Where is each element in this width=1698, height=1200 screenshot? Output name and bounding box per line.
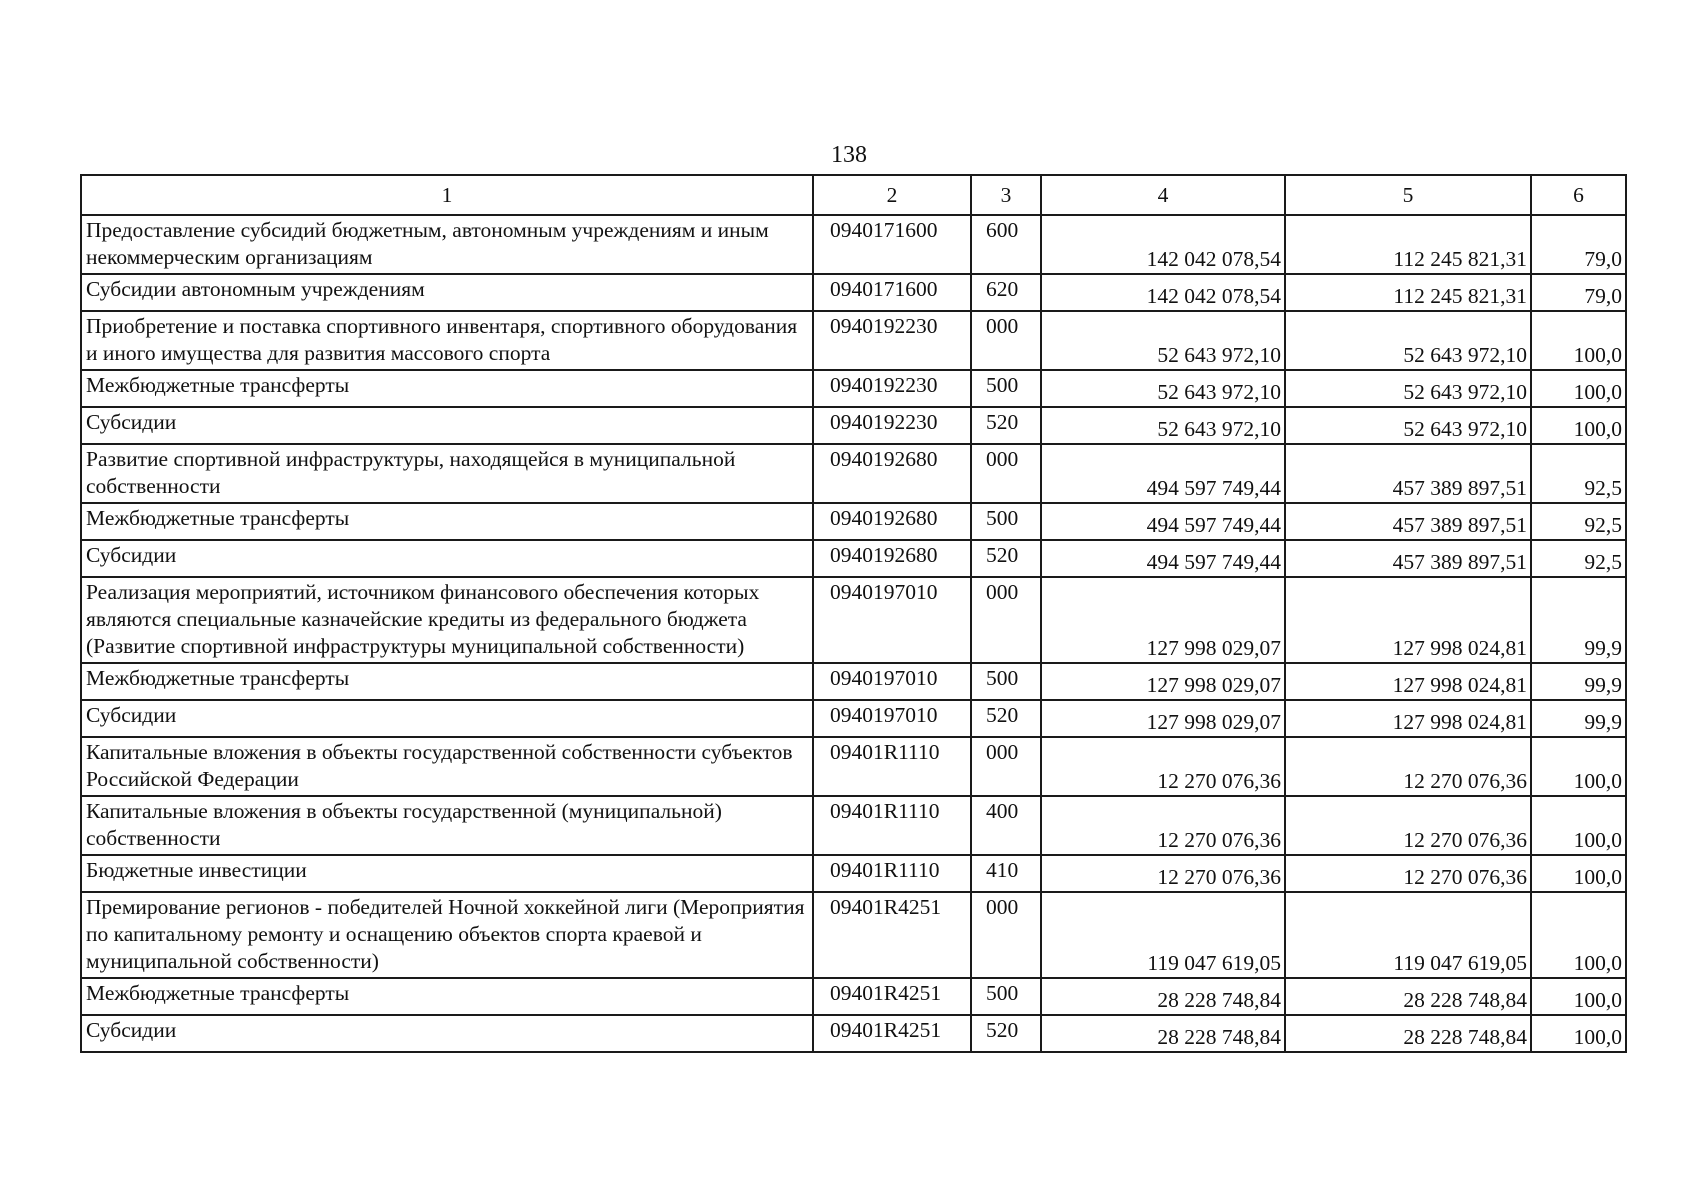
row-value-4-cell: 119 047 619,05 bbox=[1041, 892, 1285, 978]
row-code-cell: 09401R1110 bbox=[813, 796, 971, 855]
row-type-cell: 400 bbox=[971, 796, 1041, 855]
row-type-cell: 620 bbox=[971, 274, 1041, 311]
table-row bbox=[81, 274, 1626, 311]
column-header-6: 6 bbox=[1531, 175, 1626, 215]
row-value-5-cell: 457 389 897,51 bbox=[1285, 444, 1531, 503]
row-name-cell: Предоставление субсидий бюджетным, автономным учреждениям и иным некоммерческим организациям bbox=[81, 215, 813, 274]
row-type-cell: 500 bbox=[971, 370, 1041, 407]
row-name-cell: Бюджетные инвестиции bbox=[81, 855, 813, 892]
table-row bbox=[81, 444, 1626, 503]
table-row bbox=[81, 737, 1626, 796]
row-name-cell: Межбюджетные трансферты bbox=[81, 370, 813, 407]
row-percent-cell: 100,0 bbox=[1531, 1015, 1626, 1052]
row-percent-cell: 100,0 bbox=[1531, 407, 1626, 444]
row-percent-cell: 92,5 bbox=[1531, 444, 1626, 503]
row-code-cell: 0940192680 bbox=[813, 540, 971, 577]
row-value-4-cell: 52 643 972,10 bbox=[1041, 370, 1285, 407]
row-code-cell: 09401R1110 bbox=[813, 737, 971, 796]
row-code-cell: 0940192680 bbox=[813, 503, 971, 540]
table-row bbox=[81, 663, 1626, 700]
row-type-cell: 520 bbox=[971, 1015, 1041, 1052]
row-type-cell: 600 bbox=[971, 215, 1041, 274]
row-value-4-cell: 142 042 078,54 bbox=[1041, 215, 1285, 274]
row-value-5-cell: 119 047 619,05 bbox=[1285, 892, 1531, 978]
row-value-5-cell: 127 998 024,81 bbox=[1285, 663, 1531, 700]
row-percent-cell: 100,0 bbox=[1531, 737, 1626, 796]
row-name-cell: Субсидии bbox=[81, 407, 813, 444]
row-value-4-cell: 28 228 748,84 bbox=[1041, 978, 1285, 1015]
row-percent-cell: 99,9 bbox=[1531, 577, 1626, 663]
row-code-cell: 09401R1110 bbox=[813, 855, 971, 892]
column-header-2: 2 bbox=[813, 175, 971, 215]
table-body bbox=[81, 215, 1626, 1052]
row-value-5-cell: 127 998 024,81 bbox=[1285, 700, 1531, 737]
row-percent-cell: 92,5 bbox=[1531, 503, 1626, 540]
row-value-4-cell: 494 597 749,44 bbox=[1041, 540, 1285, 577]
row-value-5-cell: 12 270 076,36 bbox=[1285, 796, 1531, 855]
row-percent-cell: 100,0 bbox=[1531, 978, 1626, 1015]
row-value-5-cell: 127 998 024,81 bbox=[1285, 577, 1531, 663]
budget-table bbox=[80, 174, 1627, 1053]
row-percent-cell: 99,9 bbox=[1531, 700, 1626, 737]
row-code-cell: 0940192230 bbox=[813, 370, 971, 407]
row-code-cell: 09401R4251 bbox=[813, 892, 971, 978]
row-type-cell: 520 bbox=[971, 540, 1041, 577]
row-code-cell: 0940197010 bbox=[813, 700, 971, 737]
row-name-cell: Субсидии bbox=[81, 700, 813, 737]
row-value-5-cell: 28 228 748,84 bbox=[1285, 1015, 1531, 1052]
table-row bbox=[81, 503, 1626, 540]
row-type-cell: 520 bbox=[971, 700, 1041, 737]
table-row bbox=[81, 407, 1626, 444]
row-type-cell: 500 bbox=[971, 503, 1041, 540]
row-code-cell: 09401R4251 bbox=[813, 1015, 971, 1052]
table-row bbox=[81, 577, 1626, 663]
table-row bbox=[81, 540, 1626, 577]
row-name-cell: Реализация мероприятий, источником финансового обеспечения которых являются специальные казначейские кредиты из федерального бюджета (Развитие спортивной инфраструктуры муниципальной собственности) bbox=[81, 577, 813, 663]
row-percent-cell: 100,0 bbox=[1531, 855, 1626, 892]
row-value-5-cell: 457 389 897,51 bbox=[1285, 503, 1531, 540]
row-percent-cell: 100,0 bbox=[1531, 311, 1626, 370]
row-value-5-cell: 28 228 748,84 bbox=[1285, 978, 1531, 1015]
row-value-4-cell: 127 998 029,07 bbox=[1041, 663, 1285, 700]
row-code-cell: 0940192230 bbox=[813, 407, 971, 444]
table-row bbox=[81, 215, 1626, 274]
row-name-cell: Развитие спортивной инфраструктуры, находящейся в муниципальной собственности bbox=[81, 444, 813, 503]
table-row bbox=[81, 892, 1626, 978]
row-name-cell: Межбюджетные трансферты bbox=[81, 978, 813, 1015]
row-type-cell: 520 bbox=[971, 407, 1041, 444]
row-value-4-cell: 127 998 029,07 bbox=[1041, 700, 1285, 737]
row-name-cell: Межбюджетные трансферты bbox=[81, 663, 813, 700]
row-value-4-cell: 12 270 076,36 bbox=[1041, 855, 1285, 892]
row-type-cell: 500 bbox=[971, 978, 1041, 1015]
row-name-cell: Премирование регионов - победителей Ночной хоккейной лиги (Мероприятия по капитальному ремонту и оснащению объектов спорта краевой и муниципальной собственности) bbox=[81, 892, 813, 978]
row-value-4-cell: 494 597 749,44 bbox=[1041, 444, 1285, 503]
row-percent-cell: 79,0 bbox=[1531, 274, 1626, 311]
row-name-cell: Субсидии bbox=[81, 1015, 813, 1052]
row-value-4-cell: 52 643 972,10 bbox=[1041, 311, 1285, 370]
row-value-4-cell: 12 270 076,36 bbox=[1041, 796, 1285, 855]
row-type-cell: 000 bbox=[971, 311, 1041, 370]
row-percent-cell: 100,0 bbox=[1531, 796, 1626, 855]
column-header-1: 1 bbox=[81, 175, 813, 215]
row-percent-cell: 100,0 bbox=[1531, 892, 1626, 978]
row-name-cell: Капитальные вложения в объекты государственной собственности субъектов Российской Федерации bbox=[81, 737, 813, 796]
row-type-cell: 500 bbox=[971, 663, 1041, 700]
row-value-5-cell: 12 270 076,36 bbox=[1285, 855, 1531, 892]
row-name-cell: Межбюджетные трансферты bbox=[81, 503, 813, 540]
table-row bbox=[81, 796, 1626, 855]
row-value-5-cell: 12 270 076,36 bbox=[1285, 737, 1531, 796]
row-code-cell: 09401R4251 bbox=[813, 978, 971, 1015]
row-percent-cell: 99,9 bbox=[1531, 663, 1626, 700]
table-row bbox=[81, 855, 1626, 892]
row-code-cell: 0940171600 bbox=[813, 215, 971, 274]
row-value-5-cell: 52 643 972,10 bbox=[1285, 407, 1531, 444]
table-row bbox=[81, 370, 1626, 407]
row-code-cell: 0940171600 bbox=[813, 274, 971, 311]
row-value-4-cell: 52 643 972,10 bbox=[1041, 407, 1285, 444]
row-type-cell: 000 bbox=[971, 892, 1041, 978]
row-code-cell: 0940192680 bbox=[813, 444, 971, 503]
page-number: 138 bbox=[831, 142, 867, 168]
row-value-5-cell: 52 643 972,10 bbox=[1285, 311, 1531, 370]
row-value-5-cell: 112 245 821,31 bbox=[1285, 274, 1531, 311]
column-header-4: 4 bbox=[1041, 175, 1285, 215]
row-value-5-cell: 457 389 897,51 bbox=[1285, 540, 1531, 577]
row-percent-cell: 79,0 bbox=[1531, 215, 1626, 274]
header-row bbox=[81, 175, 1626, 215]
table-row bbox=[81, 311, 1626, 370]
row-code-cell: 0940197010 bbox=[813, 663, 971, 700]
table-row bbox=[81, 978, 1626, 1015]
row-name-cell: Субсидии bbox=[81, 540, 813, 577]
table-row bbox=[81, 700, 1626, 737]
column-header-3: 3 bbox=[971, 175, 1041, 215]
row-name-cell: Капитальные вложения в объекты государственной (муниципальной) собственности bbox=[81, 796, 813, 855]
table-header bbox=[81, 175, 1626, 215]
row-value-4-cell: 494 597 749,44 bbox=[1041, 503, 1285, 540]
row-type-cell: 410 bbox=[971, 855, 1041, 892]
row-value-5-cell: 112 245 821,31 bbox=[1285, 215, 1531, 274]
row-value-4-cell: 142 042 078,54 bbox=[1041, 274, 1285, 311]
row-type-cell: 000 bbox=[971, 737, 1041, 796]
column-header-5: 5 bbox=[1285, 175, 1531, 215]
row-type-cell: 000 bbox=[971, 577, 1041, 663]
row-code-cell: 0940197010 bbox=[813, 577, 971, 663]
row-value-4-cell: 127 998 029,07 bbox=[1041, 577, 1285, 663]
row-value-4-cell: 28 228 748,84 bbox=[1041, 1015, 1285, 1052]
table-row bbox=[81, 1015, 1626, 1052]
row-value-4-cell: 12 270 076,36 bbox=[1041, 737, 1285, 796]
row-name-cell: Субсидии автономным учреждениям bbox=[81, 274, 813, 311]
row-type-cell: 000 bbox=[971, 444, 1041, 503]
row-value-5-cell: 52 643 972,10 bbox=[1285, 370, 1531, 407]
row-code-cell: 0940192230 bbox=[813, 311, 971, 370]
row-name-cell: Приобретение и поставка спортивного инвентаря, спортивного оборудования и иного имущества для развития массового спорта bbox=[81, 311, 813, 370]
row-percent-cell: 92,5 bbox=[1531, 540, 1626, 577]
row-percent-cell: 100,0 bbox=[1531, 370, 1626, 407]
